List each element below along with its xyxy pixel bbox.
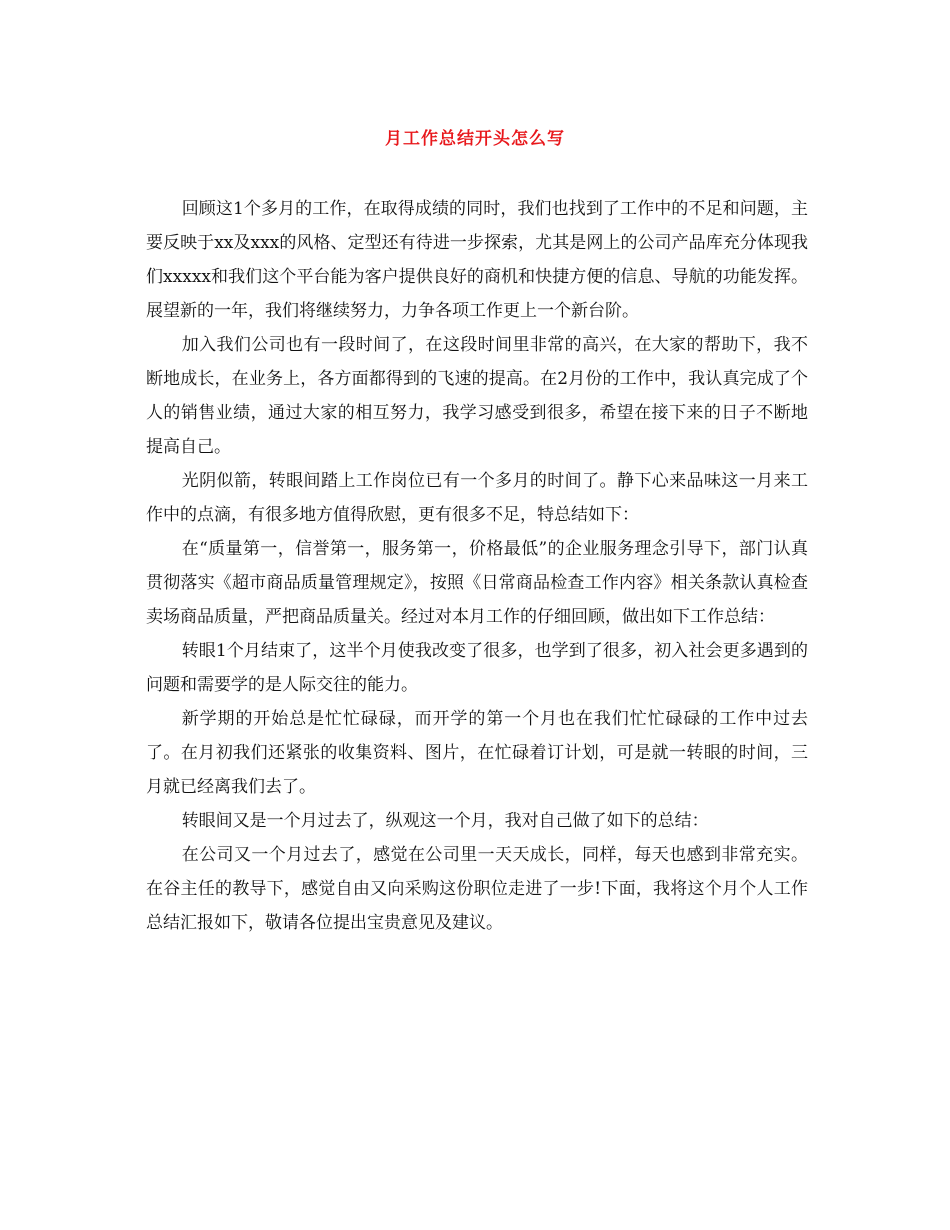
document-body — [146, 192, 808, 940]
paragraph-4: 在“质量第一，信誉第一，服务第一，价格最低”的企业服务理念引导下，部门认真贯彻落实《超市商品质量管理规定》，按照《日常商品检查工作内容》相关条款认真检查卖场商品质量，严把商品质量关。经过对本月工作的仔细回顾，做出如下工作总结： — [146, 539, 808, 627]
paragraph-1: 回顾这1个多月的工作，在取得成绩的同时，我们也找到了工作中的不足和问题，主要反映于xx及xxx的风格、定型还有待进一步探索，尤其是网上的公司产品库充分体现我们xxxxx和我们这个平台能为客户提供良好的商机和快捷方便的信息、导航的功能发挥。展望新的一年，我们将继续努力，力争各项工作更上一个新台阶。 — [146, 199, 808, 321]
paragraph-7: 转眼间又是一个月过去了，纵观这一个月，我对自己做了如下的总结： — [181, 811, 709, 831]
paragraph-8: 在公司又一个月过去了，感觉在公司里一天天成长，同样，每天也感到非常充实。在谷主任的教导下，感觉自由又向采购这份职位走进了一步!下面，我将这个月个人工作总结汇报如下，敬请各位提出宝贵意见及建议。 — [146, 845, 808, 933]
paragraph-6: 新学期的开始总是忙忙碌碌，而开学的第一个月也在我们忙忙碌碌的工作中过去了。在月初我们还紧张的收集资料、图片，在忙碌着订计划，可是就一转眼的时间，三月就已经离我们去了。 — [146, 709, 808, 797]
paragraph-3: 光阴似箭，转眼间踏上工作岗位已有一个多月的时间了。静下心来品味这一月来工作中的点滴，有很多地方值得欣慰，更有很多不足，特总结如下： — [146, 471, 808, 525]
paragraph-2: 加入我们公司也有一段时间了，在这段时间里非常的高兴，在大家的帮助下，我不断地成长，在业务上，各方面都得到的飞速的提高。在2月份的工作中，我认真完成了个人的销售业绩，通过大家的相互努力，我学习感受到很多，希望在接下来的日子不断地提高自己。 — [146, 335, 808, 457]
document-title: 月工作总结开头怎么写 — [385, 129, 565, 149]
paragraph-5: 转眼1个月结束了，这半个月使我改变了很多，也学到了很多，初入社会更多遇到的问题和需要学的是人际交往的能力。 — [146, 641, 808, 695]
